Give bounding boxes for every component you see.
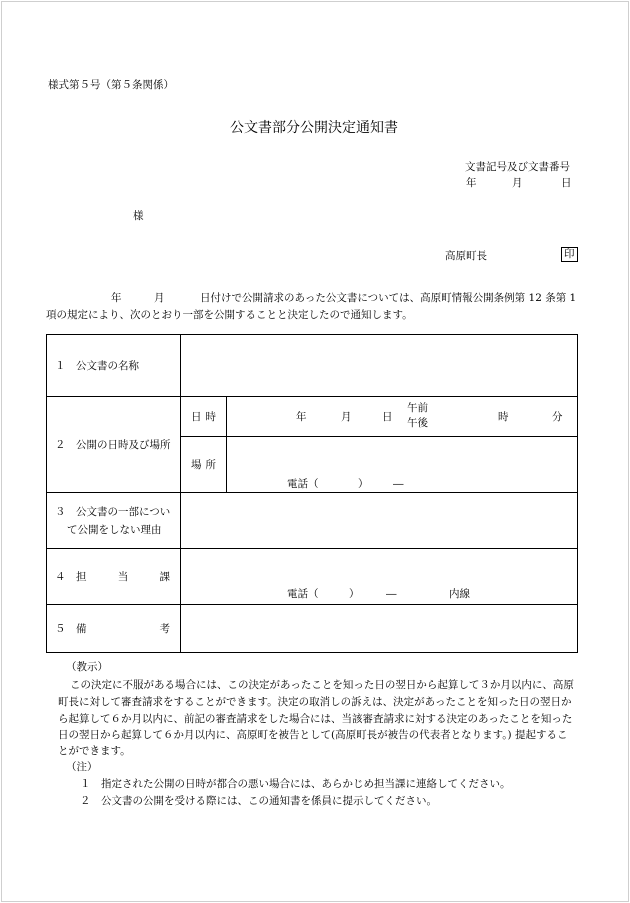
date-month-unit: 月	[512, 177, 523, 189]
dt-year-unit: 年	[296, 411, 307, 423]
issuer-name: 高原町長	[445, 250, 487, 262]
table-row	[47, 335, 578, 397]
place-phone-label: 電話（	[287, 478, 319, 490]
nondisclosure-reason-cell[interactable]	[181, 493, 578, 549]
datetime-label-char2: 時	[205, 411, 216, 423]
row3-label-line2: て公開をしない理由	[67, 523, 162, 536]
table-row	[47, 397, 578, 437]
intro-month-unit: 月	[154, 292, 165, 304]
row5-label	[47, 605, 181, 653]
row5-label-part1: ５ 備	[55, 623, 87, 635]
row4-label	[47, 549, 181, 605]
remarks-cell[interactable]	[181, 605, 578, 653]
dt-day-unit: 日	[382, 411, 393, 423]
intro-year-unit: 年	[111, 292, 122, 304]
row4-label-part2: 当	[117, 571, 129, 583]
dept-phone-dash: ―	[386, 588, 397, 600]
seal-mark	[561, 247, 578, 262]
instruction-heading: （教示）	[66, 661, 108, 673]
place-label-char2: 所	[205, 459, 216, 471]
dept-phone-label: 電話（	[287, 588, 319, 600]
remark-item: １ 指定された公開の日時が都合の悪い場合には、あらかじめ担当課に連絡してください。	[80, 778, 511, 790]
row5-label-part2: 考	[159, 623, 170, 635]
dt-minute-unit: 分	[552, 411, 563, 423]
row4-label-part1: ４ 担	[55, 571, 87, 583]
recipient-honorific: 様	[133, 210, 144, 222]
row3-label	[47, 493, 181, 549]
row2-label: ２ 公開の日時及び場所	[47, 397, 181, 493]
row3-label-line1: ３ 公文書の一部につい	[55, 505, 171, 518]
seal-text: 印	[561, 247, 578, 262]
table-row	[47, 605, 578, 653]
intro-line2: 項の規定により、次のとおり一部を公開することと決定したので通知します。	[46, 309, 413, 321]
dt-hour-unit: 時	[498, 411, 509, 423]
table-row	[47, 549, 578, 605]
instruction-line: この決定に不服がある場合には、この決定があったことを知った日の翌日から起算して３か月以内に、高原	[70, 679, 574, 691]
instruction-line: 町長に対して審査請求をすることができます。決定の取消しの訴えは、決定があったことを知った日の翌日か	[58, 696, 572, 708]
table-row	[47, 493, 578, 549]
place-value-cell[interactable]	[227, 437, 578, 493]
dt-am: 午前	[407, 402, 428, 414]
row1-label: １ 公文書の名称	[47, 335, 181, 397]
row4-label-part3: 課	[159, 571, 170, 583]
instruction-line: ら起算して６か月以内に、前記の審査請求をした場合には、当該審査請求に対する決定のあったことを知った	[58, 713, 573, 725]
dept-phone-close: ）	[349, 588, 360, 600]
doc-number-label: 文書記号及び文書番号	[465, 161, 570, 173]
datetime-value-cell[interactable]	[227, 397, 578, 437]
date-day-unit: 日	[561, 177, 572, 189]
document-title: 公文書部分公開決定通知書	[230, 120, 398, 136]
instruction-line: とができます。	[58, 745, 131, 757]
dt-month-unit: 月	[341, 411, 352, 423]
form-number: 様式第５号（第５条関係）	[48, 79, 174, 91]
place-label	[181, 437, 227, 493]
instruction-line: 日の翌日から起算して６か月以内に、高原町を被告として(高原町長が被告の代表者となります。) 提起するこ	[58, 729, 568, 741]
place-label-char1: 場	[191, 459, 202, 471]
department-value-cell[interactable]	[181, 549, 578, 605]
place-phone-dash: ―	[393, 478, 404, 490]
dt-pm: 午後	[407, 417, 428, 429]
intro-line1: 日付けで公開請求のあった公文書については、高原町情報公開条例第 12 条第 1	[200, 292, 577, 304]
remark-item: ２ 公文書の公開を受ける際には、この通知書を係員に提示してください。	[80, 795, 437, 807]
remarks-heading: （注）	[66, 761, 98, 773]
date-year-unit: 年	[466, 177, 477, 189]
place-phone-close: ）	[358, 478, 369, 490]
document-name-cell[interactable]	[181, 335, 578, 397]
datetime-label	[181, 397, 227, 437]
dept-extension: 内線	[449, 588, 470, 600]
disclosure-table	[46, 334, 578, 653]
datetime-label-char1: 日	[191, 411, 202, 423]
